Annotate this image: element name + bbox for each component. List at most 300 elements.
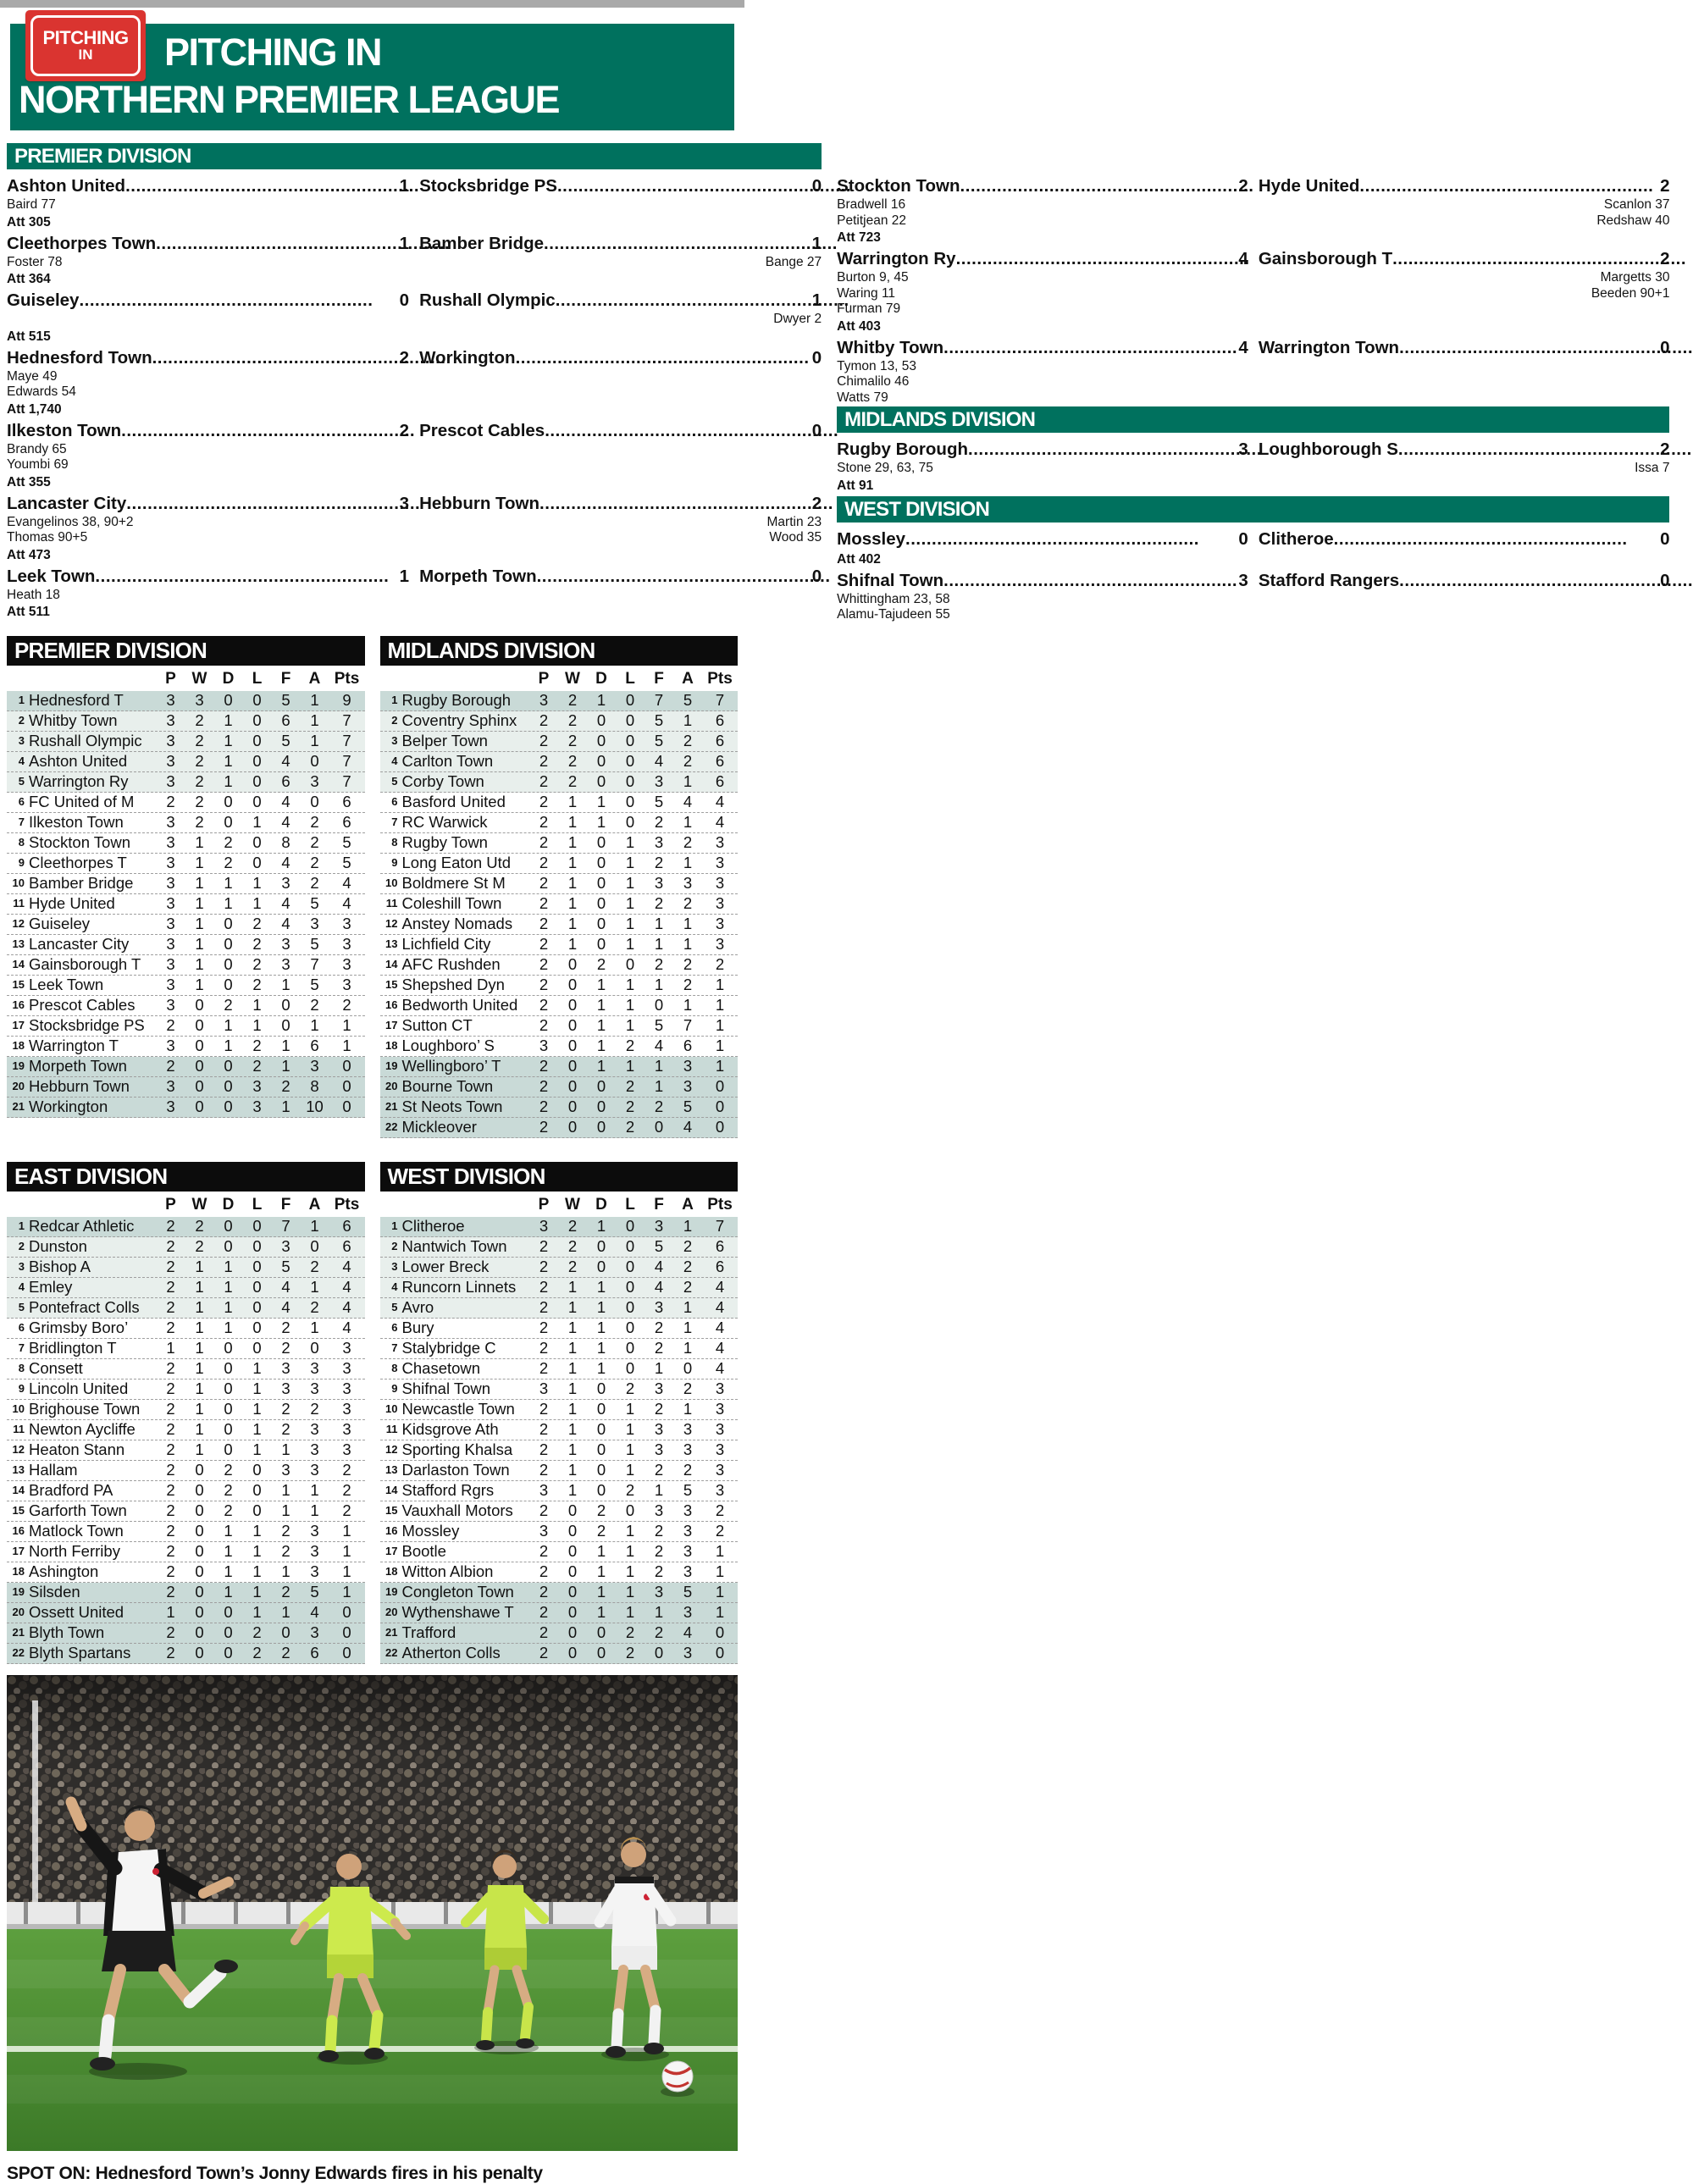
dot-leader [79,290,399,312]
stat-a: 1 [310,732,319,749]
position: 2 [391,714,398,727]
stat-w: 0 [567,1501,578,1519]
stat-f: 0 [281,1623,290,1641]
match-away-half [419,233,822,255]
stat-l: 1 [625,1583,635,1601]
team-name: Blyth Spartans [29,1644,131,1661]
stat-pts: 6 [342,1237,351,1255]
stat-a: 1 [310,1217,319,1235]
stat-p: 2 [166,1298,175,1316]
stat-d: 0 [224,1400,233,1418]
stat-f: 7 [654,691,664,709]
team-name: Silsden [29,1583,80,1601]
stat-f: 3 [654,1217,664,1235]
team-name: Basford United [401,793,506,810]
stat-a: 1 [310,1501,319,1519]
stat-a: 3 [310,1420,319,1438]
position: 9 [18,856,25,869]
stat-l: 1 [252,1359,262,1377]
team-name: Bourne Town [401,1077,494,1095]
stat-a: 2 [310,996,319,1014]
stat-pts: 7 [342,752,351,770]
position: 21 [12,1626,25,1639]
stat-d: 0 [596,935,606,953]
stat-p: 3 [539,1481,549,1499]
stat-p: 3 [166,915,175,932]
position: 10 [385,876,398,889]
stat-pts: 3 [342,1400,351,1418]
stat-w: 0 [567,1057,578,1075]
stat-l: 1 [252,894,262,912]
position: 3 [391,734,398,747]
team-name: Clitheroe [401,1217,465,1235]
team-name: Leek Town [29,976,104,993]
match-away-half [1259,570,1670,592]
table-row [7,1016,365,1037]
table-row [380,1603,739,1623]
home-team: Whitby Town [837,337,944,357]
stat-w: 1 [567,874,578,892]
dot-leader [1392,248,1655,270]
stat-l: 1 [252,1542,262,1560]
home-team: Leek Town [7,566,96,586]
stat-w: 2 [567,1217,578,1235]
col-header-p: P [165,669,176,688]
stat-pts: 3 [715,1420,725,1438]
stat-p: 2 [539,1644,549,1661]
table-row [380,772,739,793]
scorer-line: Margetts 30 [1600,270,1670,285]
table-row [7,711,365,732]
stat-a: 1 [683,1298,693,1316]
stat-pts: 7 [342,772,351,790]
stat-l: 3 [252,1077,262,1095]
match-result [837,175,1669,246]
position: 20 [12,1080,25,1092]
stat-l: 0 [625,711,635,729]
stat-w: 1 [195,1298,204,1316]
stat-a: 1 [683,711,693,729]
stat-pts: 3 [342,1420,351,1438]
stat-d: 1 [224,1298,233,1316]
stat-a: 1 [310,711,319,729]
stat-d: 2 [224,1501,233,1519]
team-name: Prescot Cables [29,996,136,1014]
stat-l: 0 [252,1258,262,1275]
table-row [380,1583,739,1603]
stat-a: 3 [683,1420,693,1438]
stat-p: 1 [166,1603,175,1621]
stat-l: 1 [625,935,635,953]
match-result [7,290,822,345]
stat-w: 0 [195,1562,204,1580]
stat-w: 2 [195,772,204,790]
stat-d: 1 [596,1542,606,1560]
match-result [7,233,822,288]
match-scorers [7,197,822,213]
stat-f: 7 [281,1217,290,1235]
stat-w: 0 [195,1016,204,1034]
scorer-line: Thomas 90+5 [7,530,88,545]
match-scoreline [7,175,822,197]
home-scorers [7,255,62,271]
stat-d: 0 [224,691,233,709]
stat-pts: 2 [342,1461,351,1479]
attendance: Att 403 [837,318,881,334]
division-results-header: WEST DIVISION [837,496,1669,523]
division-results-header: PREMIER DIVISION [7,143,822,169]
stat-pts: 5 [342,833,351,851]
position: 16 [385,998,398,1011]
stat-w: 1 [567,1440,578,1458]
stat-pts: 3 [342,1440,351,1458]
stat-f: 3 [654,1298,664,1316]
scorer-line: Scanlon 37 [1603,197,1670,212]
away-team: Gainsborough T [1258,249,1393,268]
stat-w: 1 [195,854,204,871]
stat-a: 1 [310,1016,319,1034]
stat-l: 1 [252,996,262,1014]
table-row [7,1644,365,1664]
stat-pts: 3 [715,915,725,932]
col-header-p: P [538,1195,550,1214]
stat-f: 1 [654,1057,664,1075]
stat-pts: 0 [342,1623,351,1641]
stat-a: 1 [310,1278,319,1296]
table-row [7,976,365,996]
stat-d: 0 [224,813,233,831]
table-row [7,1501,365,1522]
stat-w: 1 [567,1481,578,1499]
stat-l: 2 [625,1380,635,1397]
away-score: 2 [811,493,822,513]
stat-w: 1 [195,915,204,932]
position: 18 [12,1565,25,1578]
stat-pts: 7 [715,691,725,709]
position: 15 [385,978,398,991]
stat-w: 2 [567,711,578,729]
stat-pts: 3 [715,854,725,871]
stat-w: 0 [195,1623,204,1641]
stat-d: 1 [596,1319,606,1336]
stat-d: 1 [224,1583,233,1601]
position: 9 [391,856,398,869]
position: 4 [391,1280,398,1293]
stat-f: 2 [654,1562,664,1580]
dot-leader [557,175,807,197]
home-score: 0 [399,290,410,310]
col-header-d: D [595,1195,607,1214]
table-row [380,1380,739,1400]
stat-d: 2 [224,1461,233,1479]
stat-p: 2 [539,1278,549,1296]
stat-p: 3 [166,752,175,770]
table-row [7,772,365,793]
stat-w: 1 [567,1380,578,1397]
stat-l: 0 [252,1319,262,1336]
stat-f: 1 [281,1501,290,1519]
stat-f: 2 [281,1077,290,1095]
stat-a: 2 [683,833,693,851]
stat-l: 2 [625,1037,635,1054]
stat-pts: 0 [715,1623,725,1641]
dot-leader [156,233,399,255]
stat-d: 0 [224,1237,233,1255]
stat-pts: 3 [715,1481,725,1499]
stat-a: 3 [310,1522,319,1540]
position: 19 [385,1059,398,1072]
stat-d: 0 [596,1077,606,1095]
stat-f: 2 [281,1339,290,1357]
stat-pts: 6 [715,711,725,729]
stat-l: 1 [625,1420,635,1438]
stat-a: 6 [310,1644,319,1661]
stat-a: 4 [310,1603,319,1621]
stat-a: 7 [683,1016,693,1034]
scorer-line: Dwyer 2 [773,312,822,326]
stat-pts: 4 [342,1298,351,1316]
stat-f: 4 [281,752,290,770]
away-score: 0 [811,566,822,586]
stat-f: 2 [654,813,664,831]
stat-a: 1 [683,1400,693,1418]
away-score: 2 [1660,249,1670,268]
stat-a: 2 [310,1298,319,1316]
col-header-pts: Pts [334,1195,360,1214]
stat-l: 2 [252,915,262,932]
table-row [380,894,739,915]
stat-d: 1 [224,711,233,729]
stat-pts: 0 [715,1098,725,1115]
stat-d: 0 [224,1623,233,1641]
stat-p: 2 [539,1562,549,1580]
stat-a: 2 [310,1258,319,1275]
stat-p: 3 [166,955,175,973]
team-name: RC Warwick [401,813,488,831]
stat-a: 2 [683,732,693,749]
stat-l: 0 [625,752,635,770]
stat-p: 2 [539,1623,549,1641]
table-row [380,1118,739,1138]
stat-f: 5 [654,1237,664,1255]
stat-d: 0 [596,1644,606,1661]
stat-d: 0 [596,1380,606,1397]
table-row [7,854,365,874]
home-score: 1 [399,176,410,196]
stat-f: 0 [281,996,290,1014]
stat-a: 2 [683,1278,693,1296]
stat-l: 2 [252,1037,262,1054]
stat-d: 0 [224,1380,233,1397]
stat-a: 6 [310,1037,319,1054]
position: 8 [391,1362,398,1374]
stat-a: 1 [683,1217,693,1235]
stat-f: 3 [281,1380,290,1397]
stat-p: 2 [166,1400,175,1418]
stat-w: 0 [195,1077,204,1095]
stat-d: 1 [596,1016,606,1034]
stat-f: 4 [281,894,290,912]
scorer-line: Brandy 65 [7,441,67,456]
stat-f: 3 [281,1461,290,1479]
stat-a: 4 [683,1118,693,1136]
stat-p: 3 [166,772,175,790]
stat-d: 0 [596,854,606,871]
away-team: Bamber Bridge [419,233,545,253]
table-row [380,1217,739,1237]
table-row [380,1339,739,1359]
team-name: Boldmere St M [401,874,506,892]
stat-w: 2 [195,1217,204,1235]
stat-pts: 3 [342,1339,351,1357]
table-row [380,915,739,935]
stat-p: 2 [539,1098,549,1115]
stat-l: 0 [252,732,262,749]
stat-f: 3 [281,1237,290,1255]
match-result [7,566,822,621]
table-row [380,1420,739,1440]
stat-l: 0 [625,1278,635,1296]
match-home-half [7,175,409,197]
position: 1 [391,694,398,706]
stat-d: 1 [224,1278,233,1296]
stat-pts: 3 [715,874,725,892]
scorer-line: Beeden 90+1 [1591,285,1670,301]
stat-f: 4 [654,1278,664,1296]
table-row [7,833,365,854]
table-row [7,1278,365,1298]
stat-pts: 6 [342,813,351,831]
division-table-header: MIDLANDS DIVISION [380,636,739,666]
stat-d: 1 [224,894,233,912]
away-score: 0 [811,420,822,440]
stat-l: 1 [625,996,635,1014]
table-row [7,1077,365,1098]
stat-f: 4 [281,1298,290,1316]
col-header-pts: Pts [707,1195,733,1214]
position: 15 [12,1504,25,1517]
stat-p: 2 [166,1420,175,1438]
stat-f: 6 [281,772,290,790]
stat-f: 5 [654,1016,664,1034]
stat-a: 1 [310,691,319,709]
home-team: Shifnal Town [837,570,944,590]
scorer-line: Wood 35 [769,530,822,545]
table-row [7,1057,365,1077]
stat-f: 4 [281,813,290,831]
match-result [837,439,1669,494]
stat-p: 2 [539,1603,549,1621]
match-scorers [7,588,822,604]
match-scorers [837,197,1669,229]
stat-w: 0 [195,1583,204,1601]
stat-d: 0 [224,1339,233,1357]
stat-w: 0 [567,1077,578,1095]
table-row [7,874,365,894]
stat-l: 0 [625,793,635,810]
stat-p: 2 [166,1583,175,1601]
match-result [837,528,1669,567]
stat-p: 2 [166,1319,175,1336]
stat-l: 0 [252,1481,262,1499]
away-score: 1 [811,290,822,310]
stat-a: 0 [310,1339,319,1357]
stat-a: 5 [683,1481,693,1499]
match-result [7,420,822,490]
stat-a: 2 [683,1237,693,1255]
match-scoreline [7,233,822,255]
stat-d: 1 [224,1562,233,1580]
team-name: Guiseley [29,915,90,932]
stat-f: 4 [281,915,290,932]
stat-f: 1 [281,1440,290,1458]
stat-f: 1 [654,915,664,932]
position: 14 [385,1484,398,1496]
stat-f: 3 [654,874,664,892]
position: 20 [385,1080,398,1092]
table-row [380,1461,739,1481]
stat-d: 0 [224,1603,233,1621]
team-name: Consett [29,1359,83,1377]
table-row [7,1319,365,1339]
team-name: Matlock Town [29,1522,124,1540]
stat-p: 2 [539,1461,549,1479]
match-scoreline [837,528,1669,550]
table-row [380,996,739,1016]
match-scoreline [837,337,1669,359]
stat-w: 0 [567,1522,578,1540]
position: 17 [12,1545,25,1557]
stat-l: 1 [625,1400,635,1418]
team-name: Brighouse Town [29,1400,141,1418]
team-name: Chasetown [401,1359,481,1377]
stat-pts: 6 [715,752,725,770]
stat-a: 10 [306,1098,324,1115]
stat-p: 3 [166,935,175,953]
team-name: Anstey Nomads [401,915,513,932]
stat-p: 2 [539,1501,549,1519]
results-column-left [7,143,822,622]
stat-w: 0 [567,1644,578,1661]
match-away-half [1259,175,1670,197]
match-scorers [837,592,1669,623]
dot-leader [968,439,1238,461]
position: 3 [18,734,25,747]
table-row [7,1562,365,1583]
stat-d: 1 [596,1603,606,1621]
away-team: Rushall Olympic [419,290,556,310]
position: 2 [391,1240,398,1252]
dot-leader [126,493,399,515]
col-header-a: A [682,1195,694,1214]
away-team: Morpeth Town [419,566,537,586]
stat-a: 3 [683,1057,693,1075]
stat-f: 2 [654,1623,664,1641]
stat-pts: 4 [715,1298,725,1316]
stat-f: 2 [654,1400,664,1418]
stat-pts: 6 [715,772,725,790]
stat-d: 1 [224,1319,233,1336]
stat-l: 1 [252,1603,262,1621]
team-name: Bedworth United [401,996,518,1014]
away-score: 0 [1660,337,1670,357]
team-name: Ashton United [29,752,128,770]
stat-f: 2 [654,894,664,912]
match-home-half [837,528,1248,550]
position: 6 [391,1321,398,1334]
stat-a: 5 [683,1583,693,1601]
col-header-d: D [595,669,607,688]
